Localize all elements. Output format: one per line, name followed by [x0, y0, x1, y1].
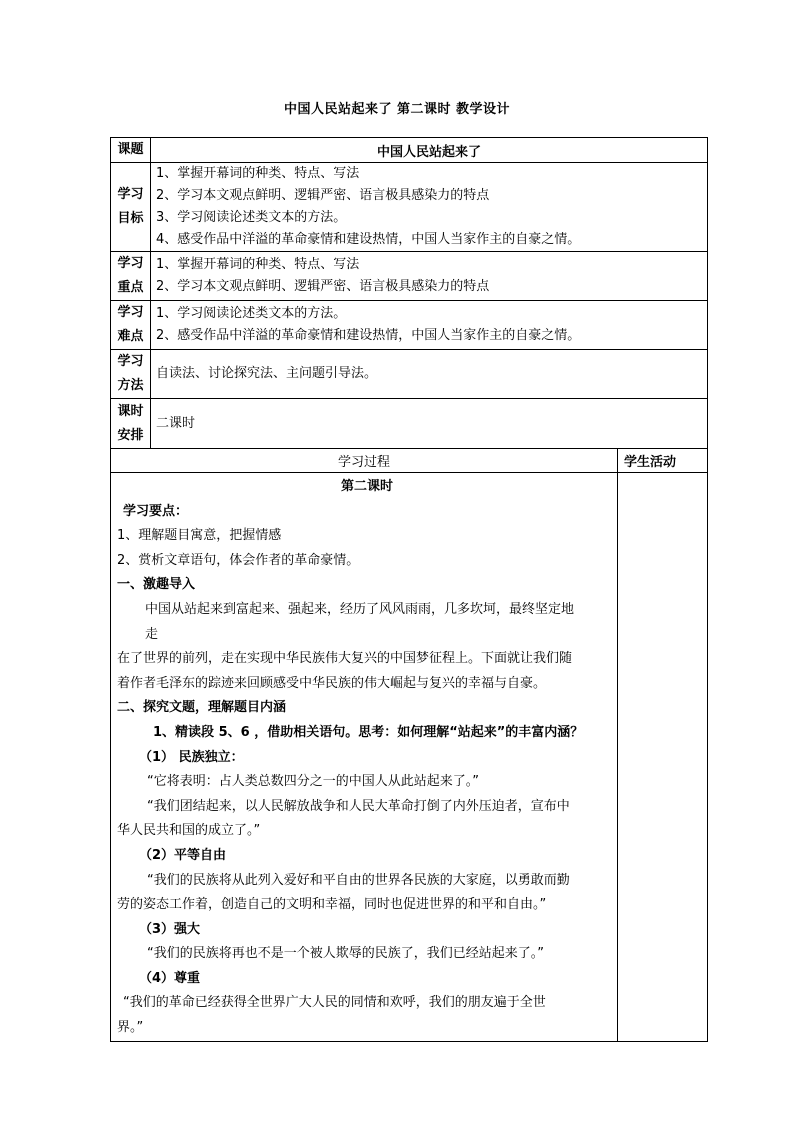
difficulties-content	[151, 301, 708, 350]
session-title: 第二课时	[340, 479, 393, 494]
quote-line: 界。”	[117, 1020, 144, 1036]
objective-item: 4、感受作品中洋溢的革命豪情和建设热情，中国人当家作主的自豪之情。	[156, 232, 581, 247]
row-process-body	[111, 473, 708, 1042]
answer-title: （3）强大	[139, 921, 201, 937]
row-keypoints	[111, 252, 708, 301]
schedule-label	[111, 399, 151, 449]
paragraph-line: 中国从站起来到富起来、强起来，经历了风风雨雨，几多坎坷，最终坚定地	[145, 601, 575, 617]
row-schedule	[111, 399, 708, 449]
quote-line: “我们的民族将从此列入爱好和平自由的世界各民族的大家庭，以勇敢而勤	[147, 872, 570, 888]
answer-title: （1） 民族独立：	[139, 749, 244, 765]
quote-line: “我们的民族将再也不是一个被人欺辱的民族了，我们已经站起来了。”	[147, 946, 544, 962]
quote-line: “它将表明：占人类总数四分之一的中国人从此站起来了。”	[147, 774, 479, 790]
student-activity-header: 学生活动	[618, 449, 708, 473]
row-methods	[111, 350, 708, 399]
objective-item: 1、掌握开幕词的种类、特点、写法	[156, 166, 360, 181]
methods-content: 自读法、讨论探究法、主问题引导法。	[151, 350, 708, 399]
methods-label	[111, 350, 151, 399]
paragraph-line: 走	[145, 626, 159, 642]
row-process-header	[111, 449, 708, 473]
section-title: 二、探究文题，理解题目内涵	[117, 700, 287, 716]
topic-label: 课题	[111, 138, 151, 163]
methods-label-line2: 方法	[117, 378, 144, 393]
question-line: 1、精读段 5、6 ，借助相关语句。思考：如何理解“站起来”的丰富内涵？	[153, 724, 584, 740]
schedule-content: 二课时	[151, 399, 708, 449]
objectives-content	[151, 163, 708, 252]
quote-line: 华人民共和国的成立了。”	[117, 823, 261, 839]
topic-value: 中国人民站起来了	[151, 138, 708, 163]
row-topic	[111, 138, 708, 163]
keypoints-label	[111, 252, 151, 301]
difficulties-label-line1: 学习	[117, 305, 144, 320]
answer-title: （4）尊重	[139, 970, 201, 986]
objective-item: 3、学习阅读论述类文本的方法。	[156, 210, 347, 225]
keypoint-item: 2、学习本文观点鲜明、逻辑严密、语言极具感染力的特点	[156, 279, 490, 294]
process-content	[111, 473, 618, 1042]
paragraph-line: 着作者毛泽东的踪迹来回顾感受中华民族的伟大崛起与复兴的幸福与自豪。	[117, 675, 547, 691]
objectives-label	[111, 163, 151, 252]
keypoints-label-line2: 重点	[117, 280, 144, 295]
process-header: 学习过程	[111, 449, 618, 473]
document-title: 中国人民站起来了 第二课时 教学设计	[283, 102, 511, 117]
points-title: 学习要点：	[123, 503, 189, 519]
row-objectives	[111, 163, 708, 252]
keypoint-item: 1、掌握开幕词的种类、特点、写法	[156, 257, 360, 272]
row-difficulties	[111, 301, 708, 350]
objective-item: 2、学习本文观点鲜明、逻辑严密、语言极具感染力的特点	[156, 188, 490, 203]
schedule-label-line1: 课时	[117, 403, 144, 419]
section-title: 一、激趣导入	[117, 577, 196, 593]
difficulty-item: 1、学习阅读论述类文本的方法。	[156, 306, 347, 321]
difficulty-item: 2、感受作品中洋溢的革命豪情和建设热情，中国人当家作主的自豪之情。	[156, 328, 581, 343]
schedule-label-line2: 安排	[117, 427, 144, 443]
paragraph-line: 在了世界的前列，走在实现中华民族伟大复兴的中国梦征程上。下面就让我们随	[117, 651, 573, 667]
answer-title: （2）平等自由	[139, 847, 227, 863]
point-item: 1、理解题目寓意，把握情感	[117, 528, 282, 544]
quote-line: “我们团结起来，以人民解放战争和人民大革命打倒了内外压迫者，宣布中	[147, 798, 570, 814]
difficulties-label	[111, 301, 151, 350]
methods-label-line1: 学习	[117, 354, 144, 369]
difficulties-label-line2: 难点	[117, 329, 144, 344]
lesson-plan-table	[110, 137, 708, 1042]
objectives-label-line1: 学习	[117, 187, 144, 202]
keypoints-content	[151, 252, 708, 301]
point-item: 2、赏析文章语句，体会作者的革命豪情。	[117, 552, 360, 568]
quote-line: 劳的姿态工作着，创造自己的文明和幸福，同时也促进世界的和平和自由。”	[117, 897, 547, 913]
keypoints-label-line1: 学习	[117, 256, 144, 271]
objectives-label-line2: 目标	[117, 211, 144, 226]
quote-line: “我们的革命已经获得全世界广大人民的同情和欢呼，我们的朋友遍于全世	[123, 995, 546, 1011]
student-activity-cell	[618, 473, 708, 1042]
